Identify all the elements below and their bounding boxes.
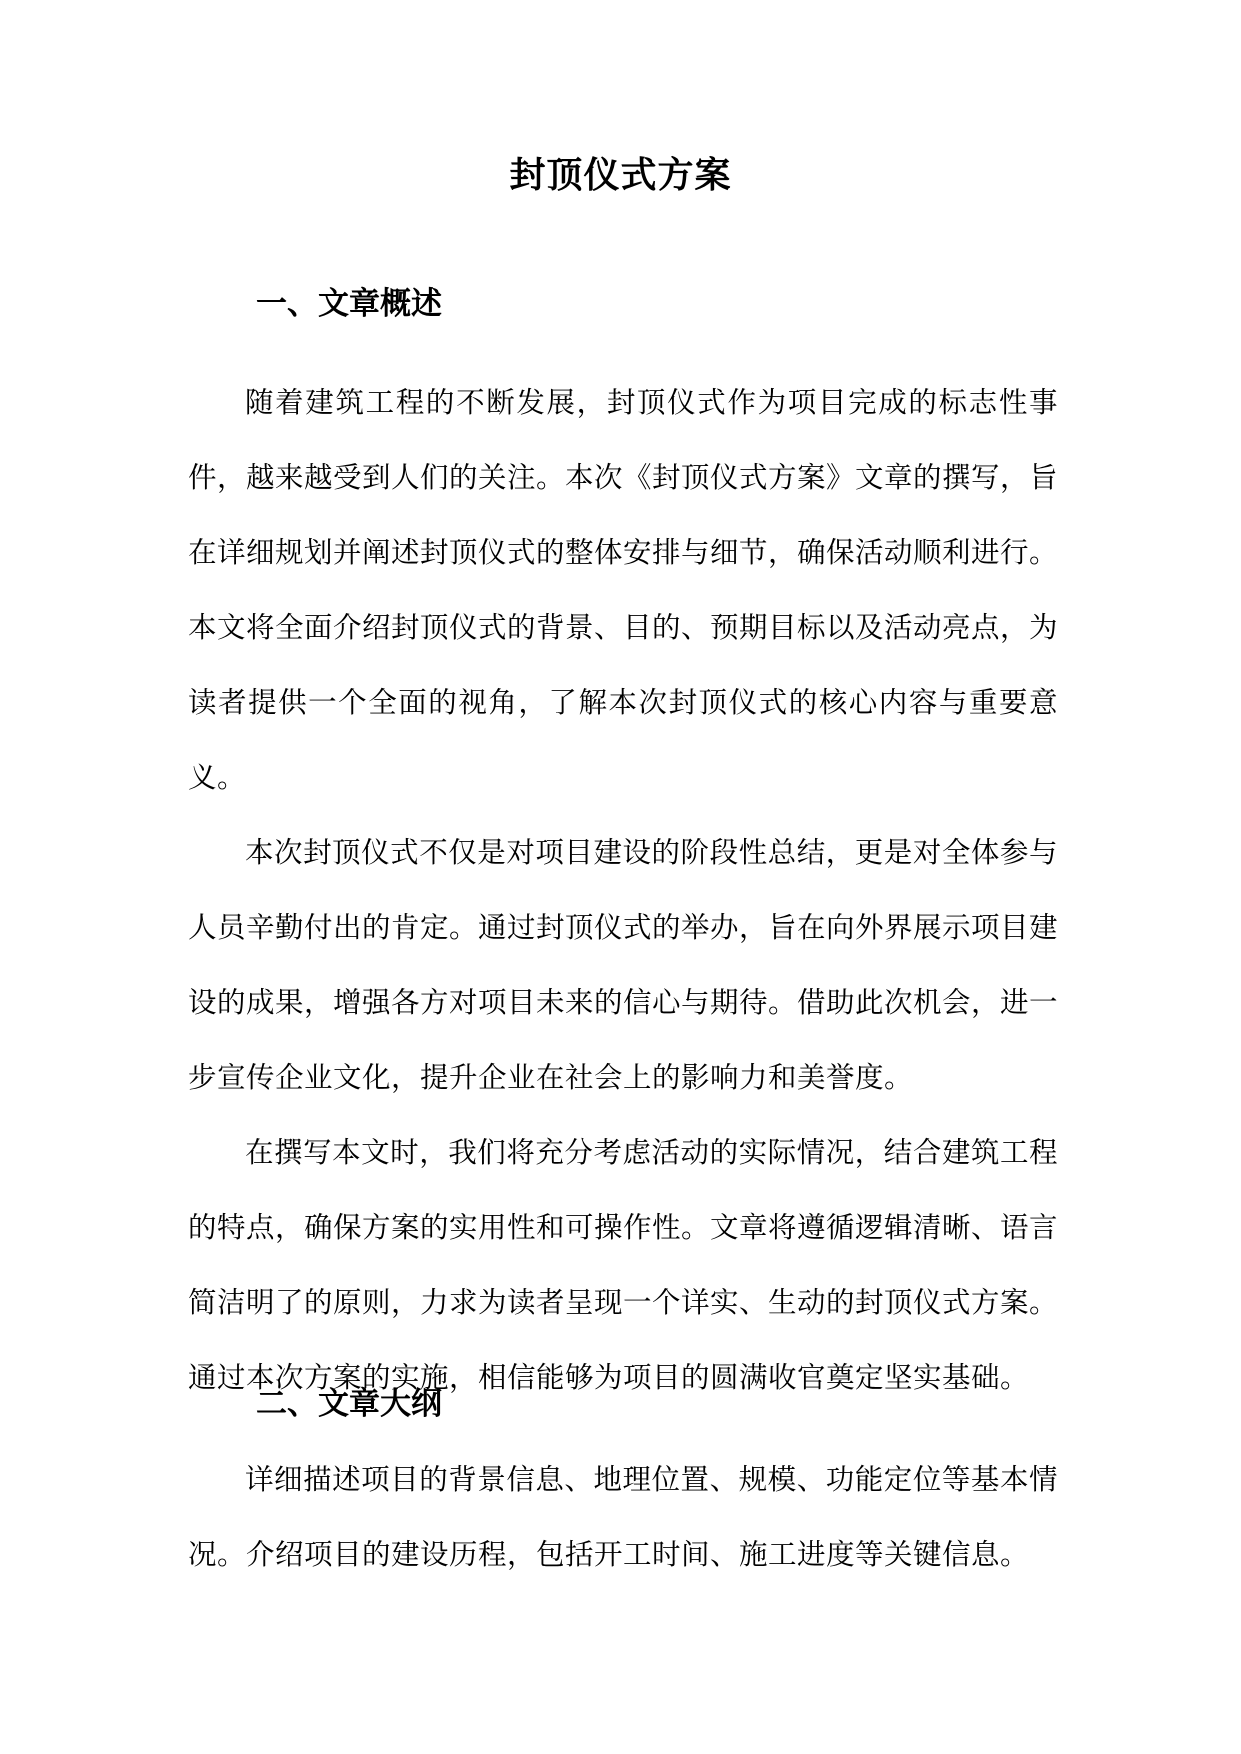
section-body-overview: [188, 365, 1058, 1415]
paragraph: 本次封顶仪式不仅是对项目建设的阶段性总结，更是对全体参与人员辛勤付出的肯定。通过封顶仪式的举办，旨在向外界展示项目建设的成果，增强各方对项目未来的信心与期待。借助此次机会，进一步宣传企业文化，提升企业在社会上的影响力和美誉度。: [188, 836, 1059, 1094]
document-title: 封顶仪式方案: [509, 154, 732, 196]
section-body-outline: [188, 1442, 1058, 1592]
paragraph: 随着建筑工程的不断发展，封顶仪式作为项目完成的标志性事件，越来越受到人们的关注。本次《封顶仪式方案》文章的撰写，旨在详细规划并阐述封顶仪式的整体安排与细节，确保活动顺利进行。本文将全面介绍封顶仪式的背景、目的、预期目标以及活动亮点，为读者提供一个全面的视角，了解本次封顶仪式的核心内容与重要意义。: [188, 386, 1059, 794]
section-heading-outline: 二、文章大纲: [256, 1386, 442, 1422]
paragraph: 在撰写本文时，我们将充分考虑活动的实际情况，结合建筑工程的特点，确保方案的实用性和可操作性。文章将遵循逻辑清晰、语言简洁明了的原则，力求为读者呈现一个详实、生动的封顶仪式方案。通过本次方案的实施，相信能够为项目的圆满收官奠定坚实基础。: [188, 1136, 1059, 1394]
paragraph: 详细描述项目的背景信息、地理位置、规模、功能定位等基本情况。介绍项目的建设历程，包括开工时间、施工进度等关键信息。: [188, 1463, 1058, 1571]
section-heading-overview: 一、文章概述: [256, 286, 442, 322]
